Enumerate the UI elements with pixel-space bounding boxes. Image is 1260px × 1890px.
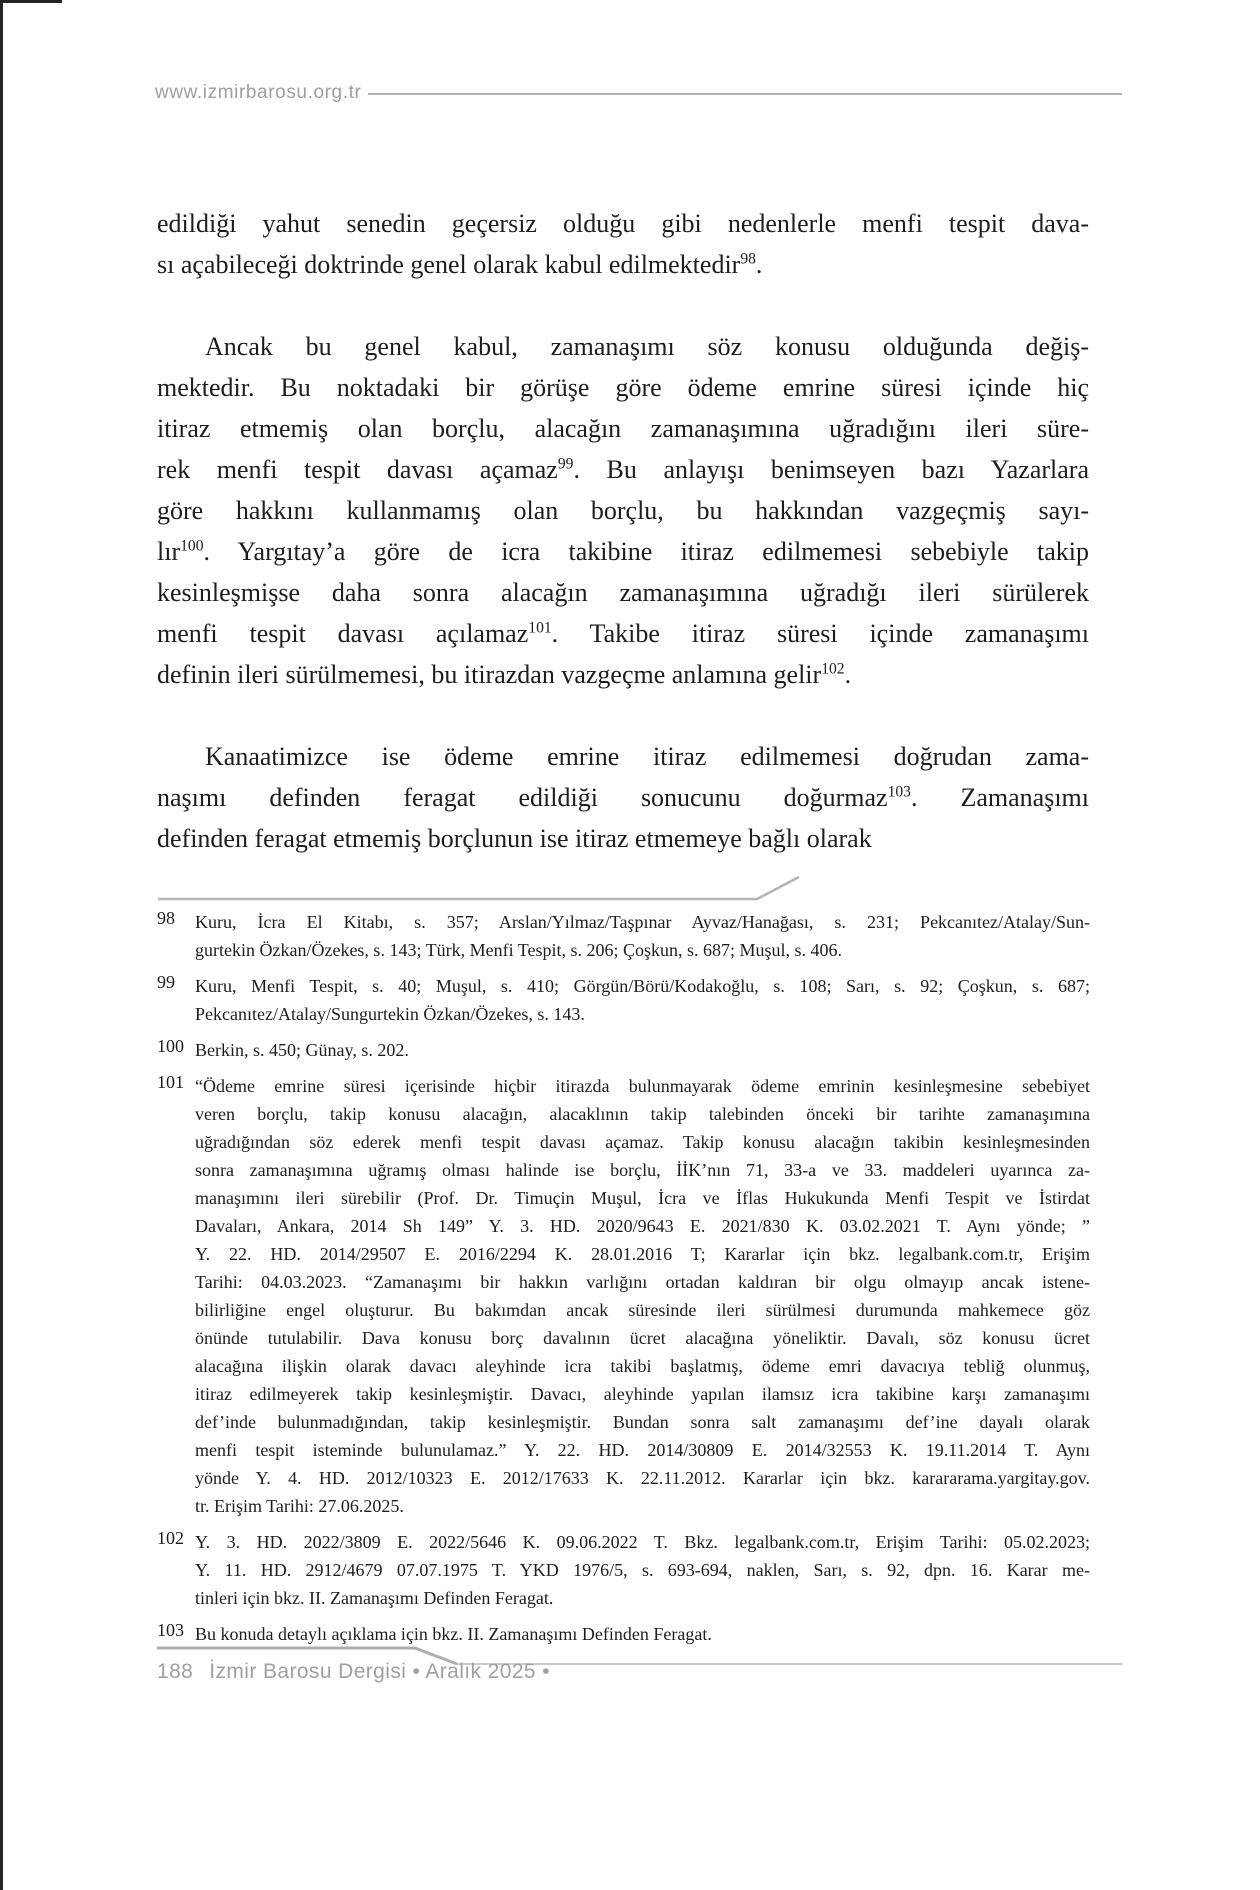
footnote-number: 99 <box>157 972 175 992</box>
footnote-line: tinleri için bkz. II. Zamanaşımı Definden Feragat. <box>195 1588 554 1608</box>
page-header <box>155 82 1122 104</box>
footnote-line: Berkin, s. 450; Günay, s. 202. <box>195 1040 409 1060</box>
header-rule <box>368 93 1122 95</box>
footnote-reference: 102 <box>821 660 845 678</box>
footnote-line: alacağına ilişkin olarak davacı aleyhinde icra takibi başlatmış, ödeme emri davacıya tebliğ olunmuş, <box>195 1356 1090 1376</box>
footnote-line: itiraz edilmeyerek takip kesinleşmiştir. Davacı, aleyhinde yapılan ilamsız icra takibine karşı zamanaşımı <box>195 1384 1090 1404</box>
footnote-line: def’inde bulunmadığından, takip kesinleşmiştir. Bundan sonra salt zamanaşımı def’ine dayalı olarak <box>195 1412 1090 1432</box>
footnote-line: Kuru, Menfi Tespit, s. 40; Muşul, s. 410; Görgün/Börü/Kodakoğlu, s. 108; Sarı, s. 92; Çoşkun, s. 687; <box>195 976 1090 996</box>
footnote-line: Y. 11. HD. 2912/4679 07.07.1975 T. YKD 1976/5, s. 693-694, naklen, Sarı, s. 92, dpn. 16. Karar me- <box>195 1560 1090 1580</box>
footnote-line: menfi tespit isteminde bulunulamaz.” Y. 22. HD. 2014/30809 E. 2014/32553 K. 19.11.2014 T. Aynı <box>195 1440 1090 1460</box>
footnote-text <box>195 1072 1090 1520</box>
footnote-line: Bu konuda detaylı açıklama için bkz. II. Zamanaşımı Definden Feragat. <box>195 1624 712 1644</box>
body-paragraph <box>157 203 1089 285</box>
paragraph-line: definden feragat etmemiş borçlunun ise itiraz etmemeye bağlı olarak <box>157 824 872 853</box>
body-text <box>157 203 1089 859</box>
footnote-line: Davaları, Ankara, 2014 Sh 149” Y. 3. HD. 2020/9643 E. 2021/830 K. 03.02.2021 T. Aynı yönde; ” <box>195 1216 1090 1236</box>
footnote-reference: 100 <box>180 537 204 555</box>
footnote <box>157 1036 1090 1064</box>
body-paragraph <box>157 326 1089 695</box>
footnote-number: 100 <box>157 1036 184 1056</box>
footer-page-number: 188 <box>157 1660 194 1683</box>
footnote-line: sonra zamanaşımına uğramış olması halinde ise borçlu, İİK’nın 71, 33-a ve 33. maddeleri uyarınca za- <box>195 1160 1090 1180</box>
footnote-line: uğradığından söz ederek menfi tespit davası açamaz. Takip konusu alacağın takibin kesinleşmesinden <box>195 1132 1090 1152</box>
paragraph-line: göre hakkını kullanmamış olan borçlu, bu hakkından vazgeçmiş sayı- <box>157 496 1089 525</box>
footnote <box>157 972 1090 1028</box>
footnote-line: yönde Y. 4. HD. 2012/10323 E. 2012/17633 K. 22.11.2012. Kararlar için bkz. karararama.yargitay.gov. <box>195 1468 1090 1488</box>
footnote-number: 102 <box>157 1528 184 1548</box>
footnote-text <box>195 1528 1090 1612</box>
scan-edge-left <box>0 0 3 1890</box>
paragraph-line: kesinleşmişse daha sonra alacağın zamanaşımına uğradığı ileri sürülerek <box>157 578 1089 607</box>
footnote-reference: 103 <box>887 783 911 801</box>
paragraph-line: menfi tespit davası açılamaz$^{101}$. Takibe itiraz süresi içinde zamanaşımı <box>157 619 1089 648</box>
scan-edge-top <box>0 0 62 3</box>
footnote-number: 103 <box>157 1620 184 1640</box>
paragraph-line: sı açabileceği doktrinde genel olarak kabul edilmektedir$^{98}$. <box>157 250 763 279</box>
footnote-separator <box>157 874 847 904</box>
footer-journal-title: İzmir Barosu Dergisi • Aralık 2025 • <box>209 1660 550 1683</box>
paragraph-line: Ancak bu genel kabul, zamanaşımı söz konusu olduğunda değiş- <box>205 332 1089 361</box>
footnote-number: 98 <box>157 908 175 928</box>
footnote-reference: 99 <box>557 455 574 473</box>
footnote-text <box>195 1620 1090 1648</box>
footnote <box>157 908 1090 964</box>
footnote-reference: 101 <box>528 619 552 637</box>
body-paragraph <box>157 736 1089 859</box>
footnote-line: önünde tutulabilir. Dava konusu borç davalının ücret alacağına yöneliktir. Davalı, söz konusu ücret <box>195 1328 1090 1348</box>
footnote-line: “Ödeme emrine süresi içerisinde hiçbir itirazda bulunmayarak ödeme emrinin kesinleşmesine sebebiyet <box>195 1076 1090 1096</box>
paragraph-line: definin ileri sürülmemesi, bu itirazdan vazgeçme anlamına gelir$^{102}$. <box>157 660 852 689</box>
footnote-text <box>195 908 1090 964</box>
footnote-line: Kuru, İcra El Kitabı, s. 357; Arslan/Yılmaz/Taşpınar Ayvaz/Hanağası, s. 231; Pekcanıtez/Atalay/Sun- <box>195 912 1090 932</box>
footnote-line: manaşımını ileri sürebilir (Prof. Dr. Timuçin Muşul, İcra ve İflas Hukukunda Menfi Tespit ve İstirdat <box>195 1188 1090 1208</box>
header-url: www.izmirbarosu.org.tr <box>155 82 362 103</box>
footnote-line: gurtekin Özkan/Özekes, s. 143; Türk, Menfi Tespit, s. 206; Çoşkun, s. 687; Muşul, s. 406. <box>195 940 843 960</box>
footnote-line: tr. Erişim Tarihi: 27.06.2025. <box>195 1496 404 1516</box>
footnote-line: Y. 22. HD. 2014/29507 E. 2016/2294 K. 28.01.2016 T; Kararlar için bkz. legalbank.com.tr, Erişim <box>195 1244 1090 1264</box>
footnote <box>157 1528 1090 1612</box>
footnote-number: 101 <box>157 1072 184 1092</box>
footnote-text <box>195 1036 1090 1064</box>
footnote <box>157 1620 1090 1648</box>
paragraph-line: Kanaatimizce ise ödeme emrine itiraz edilmemesi doğrudan zama- <box>205 742 1089 771</box>
footnote-line: Pekcanıtez/Atalay/Sungurtekin Özkan/Özekes, s. 143. <box>195 1004 585 1024</box>
footnote-line: Tarihi: 04.03.2023. “Zamanaşımı bir hakkın varlığını ortadan kaldıran bir olgu olmayıp ancak istene- <box>195 1272 1090 1292</box>
footnote-reference: 98 <box>740 250 756 268</box>
paragraph-line: edildiği yahut senedin geçersiz olduğu gibi nedenlerle menfi tespit dava- <box>157 209 1089 238</box>
paragraph-line: naşımı definden feragat edildiği sonucunu doğurmaz$^{103}$. Zamanaşımı <box>157 783 1089 812</box>
footnotes <box>157 908 1090 1656</box>
footnote-line: bilirliğine engel oluşturur. Bu bakımdan ancak süresinde ileri sürülmesi durumunda mahkemece göz <box>195 1300 1090 1320</box>
footnote <box>157 1072 1090 1520</box>
paragraph-line: rek menfi tespit davası açamaz$^{99}$. Bu anlayışı benimseyen bazı Yazarlara <box>157 455 1089 484</box>
paragraph-line: lır$^{100}$. Yargıtay’a göre de icra takibine itiraz edilmemesi sebebiyle takip <box>157 537 1089 566</box>
footnote-text <box>195 972 1090 1028</box>
page-footer <box>157 1660 550 1684</box>
footnote-line: Y. 3. HD. 2022/3809 E. 2022/5646 K. 09.06.2022 T. Bkz. legalbank.com.tr, Erişim Tarihi: 05.02.2023; <box>195 1532 1090 1552</box>
footnote-line: veren borçlu, takip konusu alacağın, alacaklının takip talebinden önceki bir tarihte zamanaşımına <box>195 1104 1090 1124</box>
paragraph-line: mektedir. Bu noktadaki bir görüşe göre ödeme emrine süresi içinde hiç <box>157 373 1089 402</box>
paragraph-line: itiraz etmemiş olan borçlu, alacağın zamanaşımına uğradığını ileri süre- <box>157 414 1089 443</box>
